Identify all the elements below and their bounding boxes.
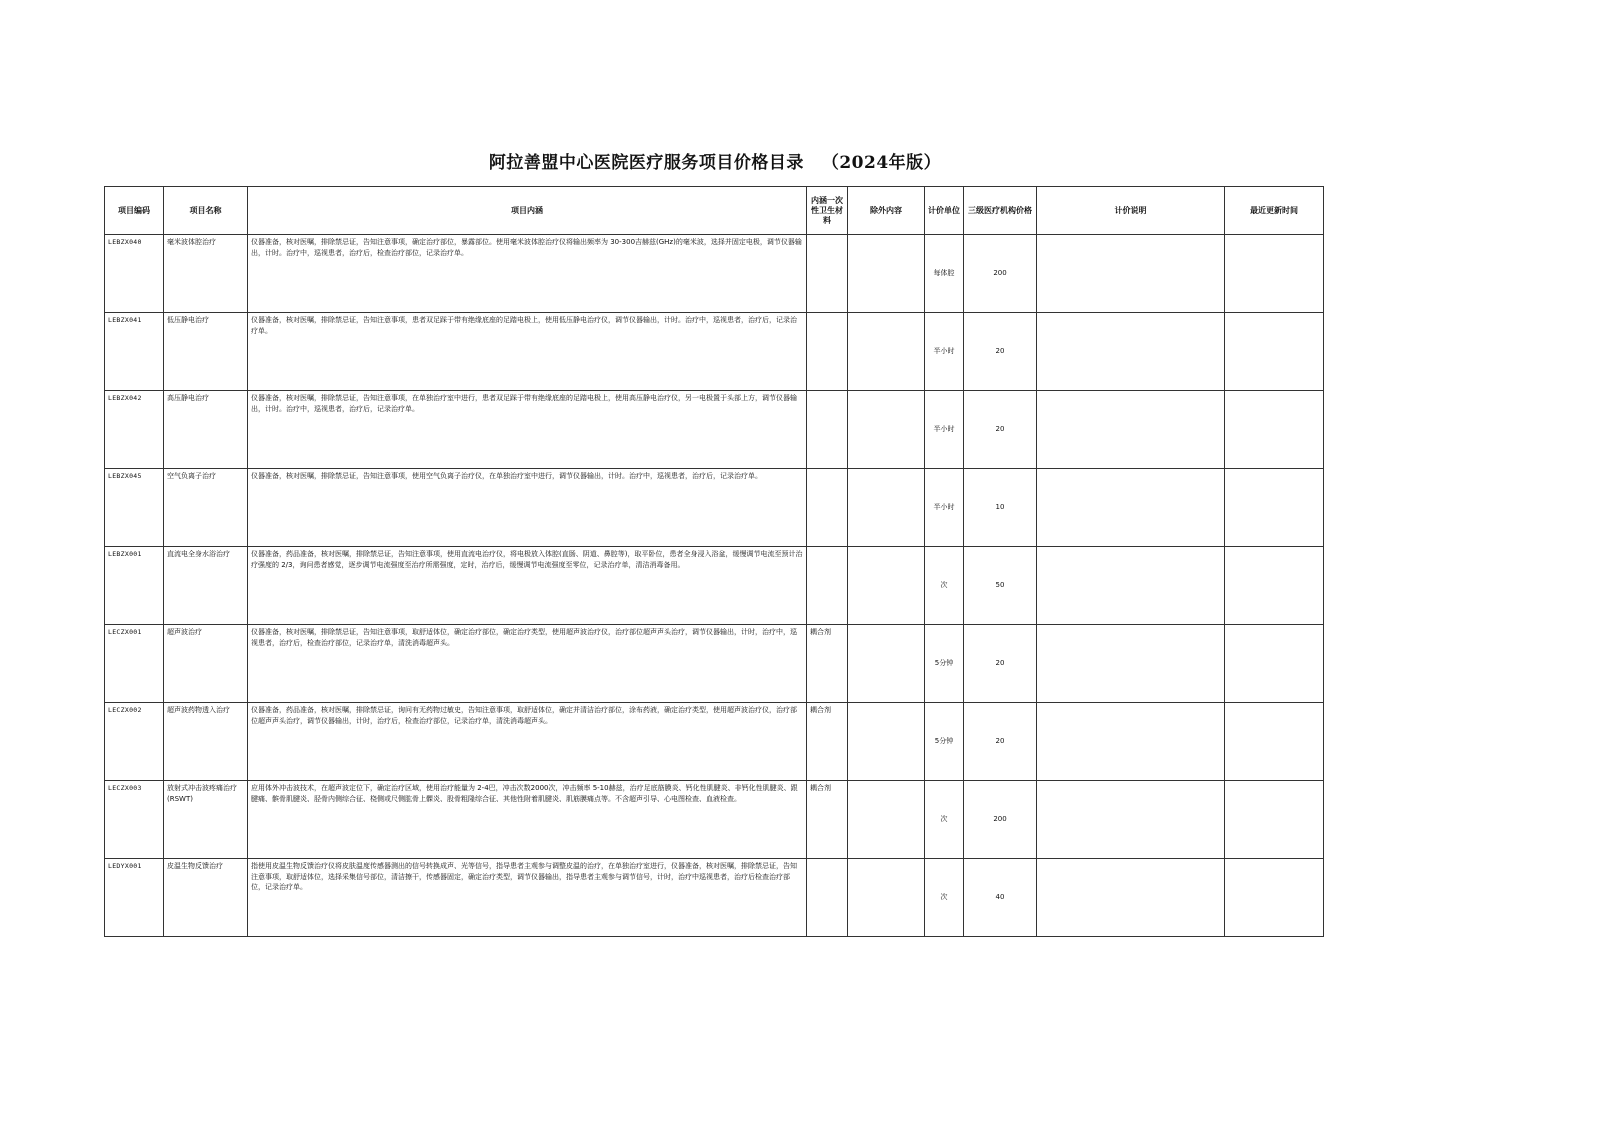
cell-code: LEDYX001 — [105, 859, 164, 937]
cell-notes — [1037, 235, 1225, 313]
cell-supplies — [807, 235, 848, 313]
header-unit: 计价单位 — [925, 187, 964, 235]
header-code: 项目编码 — [105, 187, 164, 235]
cell-updated — [1225, 547, 1324, 625]
cell-unit: 次 — [925, 781, 964, 859]
cell-price: 200 — [964, 781, 1037, 859]
table-row — [105, 313, 1324, 391]
cell-content: 仪器准备，核对医嘱，排除禁忌证，告知注意事项，在单独治疗室中进行，患者双足踩于带有绝缘底座的足踏电极上，使用高压静电治疗仪，另一电极置于头部上方，调节仪器输出，计时。治疗中，巡视患者，治疗后，记录治疗单。 — [248, 391, 807, 469]
cell-notes — [1037, 781, 1225, 859]
cell-code: LECZX002 — [105, 703, 164, 781]
table-row — [105, 391, 1324, 469]
cell-notes — [1037, 625, 1225, 703]
cell-name: 低压静电治疗 — [164, 313, 248, 391]
cell-exclusions — [848, 313, 925, 391]
cell-code: LEBZX042 — [105, 391, 164, 469]
cell-content: 仪器准备，药品准备，核对医嘱，排除禁忌证，告知注意事项，使用直流电治疗仪，将电极放入体腔(直肠、阴道、鼻腔等)，取平卧位，患者全身浸入浴盆，缓慢调节电流至预计治疗强度的 2/3，询问患者感觉，逐步调节电流强度至治疗所需强度，定时，治疗后，缓慢调节电流强度至零位，记录治疗单，清洁消毒备用。 — [248, 547, 807, 625]
header-row — [105, 187, 1324, 235]
cell-content: 仪器准备，核对医嘱，排除禁忌证，告知注意事项，确定治疗部位，暴露部位。使用毫米波体腔治疗仪将输出频率为 30-300吉赫兹(GHz)的毫米波，选择并固定电极，调节仪器输出，计时。治疗中，巡视患者，治疗后，检查治疗部位，记录治疗单。 — [248, 235, 807, 313]
cell-name: 空气负离子治疗 — [164, 469, 248, 547]
cell-exclusions — [848, 469, 925, 547]
cell-name: 超声波药物透入治疗 — [164, 703, 248, 781]
table-row — [105, 703, 1324, 781]
table-row — [105, 235, 1324, 313]
header-supplies: 内涵一次性卫生材料 — [807, 187, 848, 235]
cell-content: 指使用皮温生物反馈治疗仪将皮肤温度传感器测出的信号转换成声、光等信号，指导患者主观参与调整皮温的治疗，在单独治疗室进行，仪器准备，核对医嘱，排除禁忌证，告知注意事项，取舒适体位，选择采集信号部位，清洁擦干，传感器固定，确定治疗类型，调节仪器输出，指导患者主观参与调节信号，计时，治疗中巡视患者，治疗后检查治疗部位，记录治疗单。 — [248, 859, 807, 937]
cell-notes — [1037, 703, 1225, 781]
edition-text: （2024年版） — [821, 153, 942, 173]
title-text: 阿拉善盟中心医院医疗服务项目价格目录 — [488, 153, 804, 173]
cell-name: 超声波治疗 — [164, 625, 248, 703]
table-row — [105, 547, 1324, 625]
header-price: 三级医疗机构价格 — [964, 187, 1037, 235]
cell-price: 40 — [964, 859, 1037, 937]
cell-code: LEBZX001 — [105, 547, 164, 625]
table-row — [105, 859, 1324, 937]
cell-name: 皮温生物反馈治疗 — [164, 859, 248, 937]
cell-notes — [1037, 547, 1225, 625]
table-row — [105, 469, 1324, 547]
cell-supplies — [807, 469, 848, 547]
cell-price: 20 — [964, 625, 1037, 703]
cell-exclusions — [848, 235, 925, 313]
cell-supplies: 耦合剂 — [807, 781, 848, 859]
document-title — [0, 148, 1430, 173]
cell-updated — [1225, 391, 1324, 469]
cell-updated — [1225, 781, 1324, 859]
cell-updated — [1225, 703, 1324, 781]
cell-price: 20 — [964, 391, 1037, 469]
cell-name: 放射式冲击波疼痛治疗(RSWT) — [164, 781, 248, 859]
cell-code: LEBZX041 — [105, 313, 164, 391]
cell-supplies — [807, 859, 848, 937]
cell-price: 20 — [964, 313, 1037, 391]
header-exclusions: 除外内容 — [848, 187, 925, 235]
cell-supplies — [807, 313, 848, 391]
cell-price: 50 — [964, 547, 1037, 625]
cell-content: 仪器准备，药品准备，核对医嘱，排除禁忌证，询问有无药物过敏史，告知注意事项，取舒适体位，确定并清洁治疗部位，涂布药液，确定治疗类型，使用超声波治疗仪，治疗部位超声声头治疗，调节仪器输出，计时，治疗后，检查治疗部位，记录治疗单，清洗消毒超声头。 — [248, 703, 807, 781]
cell-code: LECZX001 — [105, 625, 164, 703]
cell-unit: 半小时 — [925, 313, 964, 391]
cell-unit: 每体腔 — [925, 235, 964, 313]
header-notes: 计价说明 — [1037, 187, 1225, 235]
cell-price: 200 — [964, 235, 1037, 313]
cell-content: 应用体外冲击波技术，在超声波定位下，确定治疗区域，使用治疗能量为 2-4巴，冲击次数2000次，冲击频率 5-10赫兹，治疗足底筋膜炎、钙化性肌腱炎、非钙化性肌腱炎、跟腱痛、髌骨肌腱炎、胫骨内侧综合征、桡侧或尺侧肱骨上髁炎、股骨粗隆综合征、其他性附着肌腱炎、肌筋膜痛点等。不含超声引导、心电图检查、血液检查。 — [248, 781, 807, 859]
header-content: 项目内涵 — [248, 187, 807, 235]
cell-name: 高压静电治疗 — [164, 391, 248, 469]
cell-updated — [1225, 859, 1324, 937]
cell-price: 10 — [964, 469, 1037, 547]
cell-exclusions — [848, 703, 925, 781]
cell-notes — [1037, 391, 1225, 469]
cell-supplies — [807, 391, 848, 469]
table-row — [105, 625, 1324, 703]
cell-unit: 次 — [925, 547, 964, 625]
cell-updated — [1225, 313, 1324, 391]
header-updated: 最近更新时间 — [1225, 187, 1324, 235]
cell-updated — [1225, 469, 1324, 547]
cell-supplies — [807, 547, 848, 625]
cell-notes — [1037, 313, 1225, 391]
cell-notes — [1037, 469, 1225, 547]
cell-code: LEBZX040 — [105, 235, 164, 313]
cell-unit: 半小时 — [925, 391, 964, 469]
cell-exclusions — [848, 547, 925, 625]
cell-updated — [1225, 235, 1324, 313]
cell-unit: 5分钟 — [925, 703, 964, 781]
cell-name: 直流电全身水浴治疗 — [164, 547, 248, 625]
cell-unit: 半小时 — [925, 469, 964, 547]
cell-exclusions — [848, 859, 925, 937]
cell-unit: 5分钟 — [925, 625, 964, 703]
cell-notes — [1037, 859, 1225, 937]
table-row — [105, 781, 1324, 859]
cell-name: 毫米波体腔治疗 — [164, 235, 248, 313]
cell-unit: 次 — [925, 859, 964, 937]
cell-exclusions — [848, 391, 925, 469]
cell-supplies: 耦合剂 — [807, 625, 848, 703]
cell-supplies: 耦合剂 — [807, 703, 848, 781]
cell-content: 仪器准备，核对医嘱，排除禁忌证，告知注意事项，使用空气负离子治疗仪，在单独治疗室中进行，调节仪器输出，计时。治疗中，巡视患者，治疗后，记录治疗单。 — [248, 469, 807, 547]
cell-content: 仪器准备，核对医嘱，排除禁忌证，告知注意事项，取舒适体位，确定治疗部位，确定治疗类型，使用超声波治疗仪，治疗部位超声声头治疗，调节仪器输出，计时，治疗中，巡视患者，治疗后，检查治疗部位，记录治疗单，清洗消毒超声头。 — [248, 625, 807, 703]
cell-updated — [1225, 625, 1324, 703]
cell-code: LEBZX045 — [105, 469, 164, 547]
price-table — [104, 186, 1324, 937]
cell-exclusions — [848, 625, 925, 703]
cell-exclusions — [848, 781, 925, 859]
cell-price: 20 — [964, 703, 1037, 781]
cell-content: 仪器准备，核对医嘱，排除禁忌证，告知注意事项，患者双足踩于带有绝缘底座的足踏电极上，使用低压静电治疗仪，调节仪器输出，计时。治疗中，巡视患者，治疗后，记录治疗单。 — [248, 313, 807, 391]
cell-code: LECZX003 — [105, 781, 164, 859]
header-name: 项目名称 — [164, 187, 248, 235]
